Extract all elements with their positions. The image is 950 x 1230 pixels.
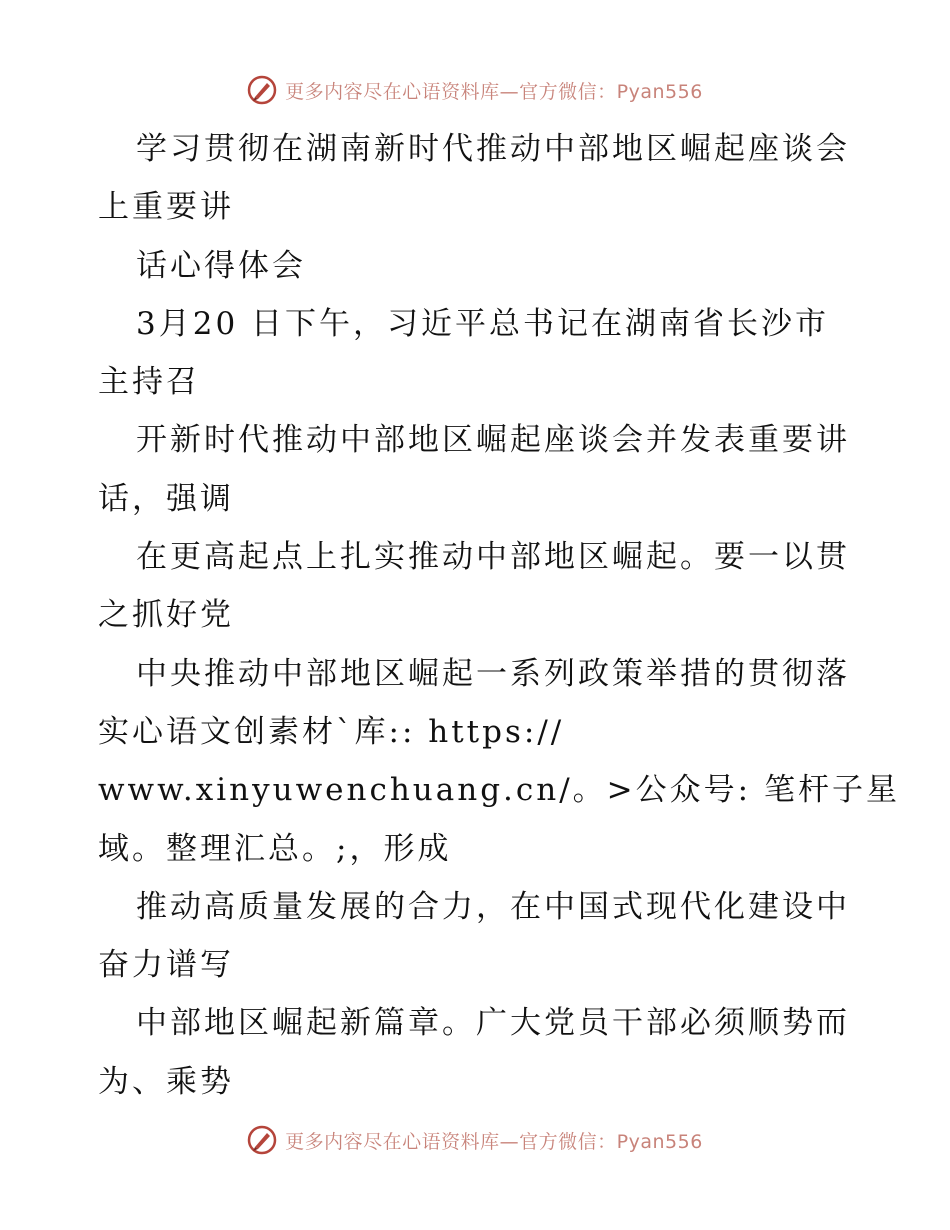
text-line: 3月20 日下午，习近平总书记在湖南省长沙市 [136,305,830,342]
header-banner-text: 更多内容尽在心语资料库—官方微信：Pyan556 [285,80,703,103]
text-line: 奋力谱写 [98,947,234,984]
text-line: 在更高起点上扎实推动中部地区崛起。要一以贯 [136,539,850,576]
pen-logo-icon [247,1125,277,1155]
footer-banner-text: 更多内容尽在心语资料库—官方微信：Pyan556 [285,1130,703,1153]
text-line: 推动高质量发展的合力，在中国式现代化建设中 [136,888,850,925]
text-line: 域。整理汇总。;，形成 [98,830,452,867]
text-line: 中央推动中部地区崛起一系列政策举措的贯彻落 [136,655,850,692]
text-line: 中部地区崛起新篇章。广大党员干部必须顺势而 [136,1005,850,1042]
text-line: 学习贯彻在湖南新时代推动中部地区崛起座谈会 [136,131,850,167]
text-line: 开新时代推动中部地区崛起座谈会并发表重要讲 [136,422,850,459]
text-line: 主持召 [98,364,200,401]
text-line: www.xinyuwenchuang.cn/。>公众号: 笔杆子星 [98,772,900,809]
footer-banner [0,1122,950,1158]
text-line: 实心语文创素材`库:: https:// [98,713,565,750]
document-body [98,120,900,1111]
text-line: 为、乘势 [98,1063,234,1100]
header-banner [0,72,950,108]
text-line: 话心得体会 [136,247,306,284]
pen-logo-icon [247,75,277,105]
text-line: 上重要讲 [98,189,234,226]
text-line: 之抓好党 [98,597,234,634]
text-line: 话，强调 [98,480,234,517]
